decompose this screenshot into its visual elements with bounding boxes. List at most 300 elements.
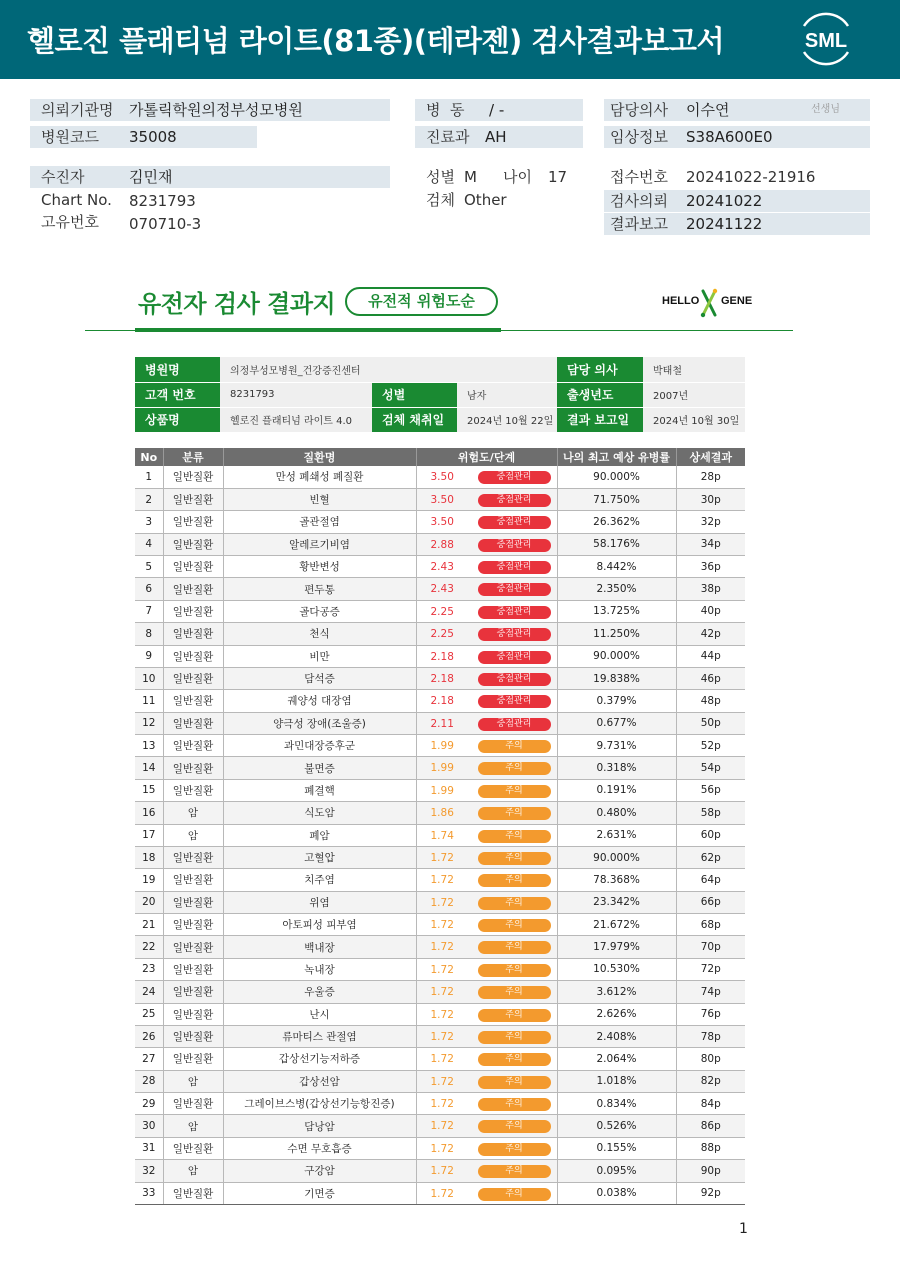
doctor-field bbox=[604, 99, 870, 121]
table-row bbox=[135, 556, 745, 578]
row-risk bbox=[416, 578, 557, 600]
row-detail-page: 90p bbox=[676, 1160, 745, 1182]
row-category: 일반질환 bbox=[163, 578, 223, 600]
row-risk bbox=[416, 981, 557, 1003]
row-no: 12 bbox=[135, 712, 163, 734]
row-category: 일반질환 bbox=[163, 623, 223, 645]
hospital-code-label: 병원코드 bbox=[41, 128, 99, 146]
row-disease: 불면증 bbox=[223, 757, 416, 779]
info-value-product: 헬로진 플래티넘 라이트 4.0 bbox=[220, 407, 372, 432]
row-prevalence: 9.731% bbox=[557, 735, 676, 757]
row-detail-page: 36p bbox=[676, 556, 745, 578]
row-prevalence: 0.318% bbox=[557, 757, 676, 779]
row-risk bbox=[416, 511, 557, 533]
info-label-customer-no: 고객 번호 bbox=[135, 382, 220, 407]
risk-stage-badge: 주의 bbox=[478, 740, 551, 753]
row-prevalence: 2.631% bbox=[557, 824, 676, 846]
risk-score: 1.72 bbox=[430, 986, 454, 999]
row-risk bbox=[416, 779, 557, 801]
specimen-value: Other bbox=[464, 191, 507, 209]
info-value-sex: 남자 bbox=[457, 382, 557, 407]
risk-score: 1.72 bbox=[430, 1187, 454, 1200]
risk-stage-badge: 주의 bbox=[478, 897, 551, 910]
row-category: 일반질환 bbox=[163, 1093, 223, 1115]
row-category: 일반질환 bbox=[163, 600, 223, 622]
row-no: 8 bbox=[135, 623, 163, 645]
table-row bbox=[135, 712, 745, 734]
risk-stage-badge: 주의 bbox=[478, 807, 551, 820]
table-row bbox=[135, 690, 745, 712]
risk-score: 1.72 bbox=[430, 963, 454, 976]
row-detail-page: 54p bbox=[676, 757, 745, 779]
row-prevalence: 0.379% bbox=[557, 690, 676, 712]
row-detail-page: 46p bbox=[676, 667, 745, 689]
row-risk bbox=[416, 914, 557, 936]
risk-stage-badge: 중점관리 bbox=[478, 494, 551, 507]
row-category: 암 bbox=[163, 1160, 223, 1182]
row-prevalence: 0.038% bbox=[557, 1182, 676, 1204]
row-prevalence: 21.672% bbox=[557, 914, 676, 936]
row-no: 19 bbox=[135, 869, 163, 891]
genetic-report-title: 유전자 검사 결과지 bbox=[138, 290, 336, 318]
table-row bbox=[135, 869, 745, 891]
row-disease: 고혈압 bbox=[223, 846, 416, 868]
risk-score: 2.25 bbox=[430, 628, 454, 641]
risk-score: 1.72 bbox=[430, 1120, 454, 1133]
row-disease: 비만 bbox=[223, 645, 416, 667]
risk-stage-badge: 중점관리 bbox=[478, 628, 551, 641]
risk-stage-badge: 중점관리 bbox=[478, 561, 551, 574]
header-bar bbox=[0, 0, 900, 79]
sex-value: M bbox=[464, 168, 477, 186]
info-label-doctor: 담당 의사 bbox=[557, 357, 643, 382]
info-value-customer-no: 8231793 bbox=[220, 382, 372, 407]
report-date-label: 결과보고 bbox=[610, 215, 668, 233]
row-category: 일반질환 bbox=[163, 556, 223, 578]
row-disease: 편두통 bbox=[223, 578, 416, 600]
report-date-field bbox=[604, 213, 870, 235]
row-detail-page: 34p bbox=[676, 533, 745, 555]
risk-stage-badge: 주의 bbox=[478, 986, 551, 999]
row-prevalence: 90.000% bbox=[557, 846, 676, 868]
hello-gene-logo bbox=[662, 288, 756, 318]
genetic-report-subtitle: 유전적 위험도순 bbox=[345, 287, 498, 316]
row-disease: 알레르기비염 bbox=[223, 533, 416, 555]
risk-score: 1.72 bbox=[430, 1030, 454, 1043]
row-detail-page: 68p bbox=[676, 914, 745, 936]
risk-score: 2.18 bbox=[430, 695, 454, 708]
table-row bbox=[135, 914, 745, 936]
row-risk bbox=[416, 645, 557, 667]
row-category: 일반질환 bbox=[163, 981, 223, 1003]
info-value-collection-date: 2024년 10월 22일 bbox=[457, 407, 557, 432]
risk-stage-badge: 중점관리 bbox=[478, 539, 551, 552]
info-value-report-date: 2024년 10월 30일 bbox=[643, 407, 745, 432]
row-disease: 류마티스 관절염 bbox=[223, 1025, 416, 1047]
ward-value: / - bbox=[489, 101, 505, 119]
row-category: 일반질환 bbox=[163, 1137, 223, 1159]
hello-gene-logo-right: GENE bbox=[721, 295, 753, 307]
recipient-field bbox=[30, 166, 390, 188]
row-prevalence: 2.350% bbox=[557, 578, 676, 600]
row-category: 일반질환 bbox=[163, 690, 223, 712]
department-value: AH bbox=[485, 128, 507, 146]
row-no: 22 bbox=[135, 936, 163, 958]
risk-stage-badge: 주의 bbox=[478, 1143, 551, 1156]
col-header-prevalence: 나의 최고 예상 유병률 bbox=[557, 448, 676, 466]
row-prevalence: 71.750% bbox=[557, 488, 676, 510]
row-risk bbox=[416, 824, 557, 846]
row-no: 16 bbox=[135, 802, 163, 824]
row-no: 28 bbox=[135, 1070, 163, 1092]
row-prevalence: 0.155% bbox=[557, 1137, 676, 1159]
risk-score: 2.18 bbox=[430, 672, 454, 685]
row-category: 일반질환 bbox=[163, 735, 223, 757]
risk-score: 2.43 bbox=[430, 583, 454, 596]
table-row bbox=[135, 645, 745, 667]
risk-score: 1.72 bbox=[430, 1075, 454, 1088]
row-prevalence: 2.626% bbox=[557, 1003, 676, 1025]
row-risk bbox=[416, 1093, 557, 1115]
row-category: 일반질환 bbox=[163, 511, 223, 533]
risk-stage-badge: 주의 bbox=[478, 941, 551, 954]
risk-score: 3.50 bbox=[430, 471, 454, 483]
risk-score: 1.99 bbox=[430, 762, 454, 775]
row-detail-page: 44p bbox=[676, 645, 745, 667]
sml-logo-text: SML bbox=[804, 30, 848, 52]
row-disease: 아토피성 피부염 bbox=[223, 914, 416, 936]
row-detail-page: 88p bbox=[676, 1137, 745, 1159]
row-detail-page: 92p bbox=[676, 1182, 745, 1204]
risk-score: 1.86 bbox=[430, 807, 454, 820]
chart-no-value: 8231793 bbox=[129, 192, 196, 210]
row-prevalence: 17.979% bbox=[557, 936, 676, 958]
row-no: 27 bbox=[135, 1048, 163, 1070]
table-row bbox=[135, 981, 745, 1003]
risk-stage-badge: 중점관리 bbox=[478, 695, 551, 708]
risk-score: 2.18 bbox=[430, 650, 454, 663]
row-detail-page: 52p bbox=[676, 735, 745, 757]
row-detail-page: 28p bbox=[676, 466, 745, 488]
risk-stage-badge: 중점관리 bbox=[478, 718, 551, 731]
row-detail-page: 42p bbox=[676, 623, 745, 645]
row-no: 10 bbox=[135, 667, 163, 689]
sex-label: 성별 bbox=[426, 168, 455, 186]
row-disease: 양극성 장애(조울증) bbox=[223, 712, 416, 734]
risk-score: 1.74 bbox=[430, 829, 454, 842]
table-row bbox=[135, 824, 745, 846]
table-row bbox=[135, 735, 745, 757]
request-date-label: 검사의뢰 bbox=[610, 192, 668, 210]
risk-stage-badge: 주의 bbox=[478, 852, 551, 865]
row-prevalence: 2.064% bbox=[557, 1048, 676, 1070]
row-disease: 궤양성 대장염 bbox=[223, 690, 416, 712]
row-disease: 폐암 bbox=[223, 824, 416, 846]
row-detail-page: 32p bbox=[676, 511, 745, 533]
risk-score: 1.72 bbox=[430, 1053, 454, 1066]
col-header-disease: 질환명 bbox=[223, 448, 416, 466]
row-no: 2 bbox=[135, 488, 163, 510]
risk-score: 2.43 bbox=[430, 561, 454, 573]
row-detail-page: 74p bbox=[676, 981, 745, 1003]
row-no: 13 bbox=[135, 735, 163, 757]
row-prevalence: 0.526% bbox=[557, 1115, 676, 1137]
row-prevalence: 8.442% bbox=[557, 556, 676, 578]
risk-score: 1.72 bbox=[430, 1142, 454, 1155]
risk-stage-badge: 중점관리 bbox=[478, 606, 551, 619]
risk-stage-badge: 중점관리 bbox=[478, 583, 551, 596]
row-risk bbox=[416, 533, 557, 555]
risk-stage-badge: 주의 bbox=[478, 830, 551, 843]
row-detail-page: 60p bbox=[676, 824, 745, 846]
table-row bbox=[135, 779, 745, 801]
row-prevalence: 23.342% bbox=[557, 891, 676, 913]
table-row bbox=[135, 600, 745, 622]
risk-stage-badge: 주의 bbox=[478, 785, 551, 798]
row-risk bbox=[416, 556, 557, 578]
table-row bbox=[135, 1025, 745, 1047]
row-detail-page: 58p bbox=[676, 802, 745, 824]
row-risk bbox=[416, 891, 557, 913]
table-row bbox=[135, 802, 745, 824]
row-prevalence: 26.362% bbox=[557, 511, 676, 533]
risk-stage-badge: 주의 bbox=[478, 1188, 551, 1201]
row-detail-page: 30p bbox=[676, 488, 745, 510]
row-no: 31 bbox=[135, 1137, 163, 1159]
col-header-no: No bbox=[135, 448, 163, 466]
row-category: 일반질환 bbox=[163, 1003, 223, 1025]
table-row bbox=[135, 1093, 745, 1115]
risk-stage-badge: 주의 bbox=[478, 919, 551, 932]
table-row bbox=[135, 533, 745, 555]
row-disease: 골다공증 bbox=[223, 600, 416, 622]
info-label-sex: 성별 bbox=[372, 382, 457, 407]
table-row bbox=[135, 578, 745, 600]
row-risk bbox=[416, 958, 557, 980]
institution-value: 가톨릭학원의정부성모병원 bbox=[129, 101, 303, 119]
col-header-detail: 상세결과 bbox=[676, 448, 745, 466]
row-category: 일반질환 bbox=[163, 466, 223, 488]
row-prevalence: 58.176% bbox=[557, 533, 676, 555]
risk-score: 1.72 bbox=[430, 941, 454, 954]
row-disease: 치주염 bbox=[223, 869, 416, 891]
sml-logo-icon bbox=[796, 12, 856, 66]
row-no: 7 bbox=[135, 600, 163, 622]
hello-gene-logo-left: HELLO bbox=[662, 295, 700, 307]
row-detail-page: 50p bbox=[676, 712, 745, 734]
green-divider-thick bbox=[135, 328, 501, 332]
row-detail-page: 86p bbox=[676, 1115, 745, 1137]
row-detail-page: 72p bbox=[676, 958, 745, 980]
hospital-code-field bbox=[30, 126, 257, 148]
risk-stage-badge: 주의 bbox=[478, 1076, 551, 1089]
row-detail-page: 78p bbox=[676, 1025, 745, 1047]
risk-score: 1.72 bbox=[430, 919, 454, 931]
row-no: 33 bbox=[135, 1182, 163, 1204]
row-category: 암 bbox=[163, 1070, 223, 1092]
doctor-suffix: 선생님 bbox=[811, 104, 840, 115]
risk-score: 1.72 bbox=[430, 896, 454, 909]
receipt-no-label: 접수번호 bbox=[610, 168, 668, 186]
doctor-value: 이수연 bbox=[686, 101, 730, 119]
risk-score: 2.88 bbox=[430, 538, 454, 551]
row-prevalence: 0.095% bbox=[557, 1160, 676, 1182]
risk-score: 1.72 bbox=[430, 1098, 454, 1110]
table-row bbox=[135, 936, 745, 958]
row-risk bbox=[416, 1160, 557, 1182]
table-row bbox=[135, 511, 745, 533]
customer-info-table bbox=[135, 357, 745, 433]
institution-field bbox=[30, 99, 390, 121]
row-detail-page: 48p bbox=[676, 690, 745, 712]
table-row bbox=[135, 1048, 745, 1070]
row-disease: 기면증 bbox=[223, 1182, 416, 1204]
ward-label: 병 동 bbox=[426, 101, 465, 119]
risk-score: 1.99 bbox=[430, 740, 454, 752]
row-disease: 갑상선기능저하증 bbox=[223, 1048, 416, 1070]
row-detail-page: 56p bbox=[676, 779, 745, 801]
request-date-value: 20241022 bbox=[686, 192, 763, 210]
risk-stage-badge: 중점관리 bbox=[478, 471, 551, 484]
risk-score: 2.11 bbox=[430, 717, 454, 730]
row-detail-page: 40p bbox=[676, 600, 745, 622]
risk-stage-badge: 주의 bbox=[478, 1009, 551, 1022]
table-row bbox=[135, 958, 745, 980]
risk-score: 1.72 bbox=[430, 851, 454, 864]
row-category: 일반질환 bbox=[163, 1025, 223, 1047]
risk-stage-badge: 주의 bbox=[478, 1098, 551, 1111]
row-risk bbox=[416, 936, 557, 958]
row-disease: 수면 무호흡증 bbox=[223, 1137, 416, 1159]
row-category: 일반질환 bbox=[163, 869, 223, 891]
page-number: 1 bbox=[739, 1221, 748, 1237]
row-risk bbox=[416, 757, 557, 779]
clinical-info-value: S38A600E0 bbox=[686, 128, 773, 146]
row-risk bbox=[416, 1048, 557, 1070]
row-category: 일반질환 bbox=[163, 1048, 223, 1070]
col-header-category: 분류 bbox=[163, 448, 223, 466]
row-disease: 천식 bbox=[223, 623, 416, 645]
row-no: 23 bbox=[135, 958, 163, 980]
risk-score: 1.72 bbox=[430, 1165, 454, 1178]
table-row bbox=[135, 667, 745, 689]
row-disease: 녹내장 bbox=[223, 958, 416, 980]
row-no: 15 bbox=[135, 779, 163, 801]
row-no: 11 bbox=[135, 690, 163, 712]
row-no: 26 bbox=[135, 1025, 163, 1047]
row-disease: 만성 폐쇄성 폐질환 bbox=[223, 466, 416, 488]
risk-stage-badge: 중점관리 bbox=[478, 516, 551, 529]
table-row bbox=[135, 1137, 745, 1159]
row-risk bbox=[416, 667, 557, 689]
clinical-info-label: 임상정보 bbox=[610, 128, 668, 146]
results-header-row bbox=[135, 448, 745, 466]
row-prevalence: 10.530% bbox=[557, 958, 676, 980]
risk-stage-badge: 주의 bbox=[478, 1053, 551, 1066]
row-disease: 과민대장증후군 bbox=[223, 735, 416, 757]
row-risk bbox=[416, 735, 557, 757]
row-disease: 구강암 bbox=[223, 1160, 416, 1182]
risk-stage-badge: 중점관리 bbox=[478, 673, 551, 686]
row-risk bbox=[416, 690, 557, 712]
row-disease: 백내장 bbox=[223, 936, 416, 958]
row-disease: 폐결핵 bbox=[223, 779, 416, 801]
row-disease: 그레이브스병(갑상선기능항진증) bbox=[223, 1093, 416, 1115]
row-detail-page: 38p bbox=[676, 578, 745, 600]
risk-stage-badge: 주의 bbox=[478, 964, 551, 977]
recipient-label: 수진자 bbox=[41, 168, 85, 186]
table-row bbox=[135, 1182, 745, 1204]
row-category: 일반질환 bbox=[163, 667, 223, 689]
ward-field bbox=[415, 99, 583, 121]
risk-stage-badge: 주의 bbox=[478, 762, 551, 775]
row-category: 일반질환 bbox=[163, 846, 223, 868]
doctor-label: 담당의사 bbox=[610, 101, 668, 119]
info-label-report-date: 결과 보고일 bbox=[557, 407, 643, 432]
row-risk bbox=[416, 1137, 557, 1159]
row-risk bbox=[416, 1003, 557, 1025]
row-category: 암 bbox=[163, 824, 223, 846]
row-detail-page: 64p bbox=[676, 869, 745, 891]
row-no: 9 bbox=[135, 645, 163, 667]
table-row bbox=[135, 1003, 745, 1025]
row-disease: 우울증 bbox=[223, 981, 416, 1003]
row-risk bbox=[416, 466, 557, 488]
request-date-field bbox=[604, 190, 870, 212]
row-category: 일반질환 bbox=[163, 488, 223, 510]
row-risk bbox=[416, 1070, 557, 1092]
row-disease: 담낭암 bbox=[223, 1115, 416, 1137]
row-risk bbox=[416, 712, 557, 734]
row-risk bbox=[416, 1025, 557, 1047]
table-row bbox=[135, 1115, 745, 1137]
row-prevalence: 0.677% bbox=[557, 712, 676, 734]
row-category: 일반질환 bbox=[163, 1182, 223, 1204]
row-detail-page: 70p bbox=[676, 936, 745, 958]
row-detail-page: 76p bbox=[676, 1003, 745, 1025]
row-prevalence: 19.838% bbox=[557, 667, 676, 689]
risk-score: 1.72 bbox=[430, 1008, 454, 1021]
row-no: 1 bbox=[135, 466, 163, 488]
row-prevalence: 0.480% bbox=[557, 802, 676, 824]
row-disease: 난시 bbox=[223, 1003, 416, 1025]
row-disease: 위염 bbox=[223, 891, 416, 913]
dna-x-icon bbox=[699, 288, 719, 318]
risk-stage-badge: 주의 bbox=[478, 1031, 551, 1044]
row-category: 일반질환 bbox=[163, 958, 223, 980]
row-detail-page: 84p bbox=[676, 1093, 745, 1115]
age-label: 나이 bbox=[503, 168, 532, 186]
row-category: 일반질환 bbox=[163, 757, 223, 779]
table-row bbox=[135, 1160, 745, 1182]
risk-stage-badge: 주의 bbox=[478, 1120, 551, 1133]
row-category: 일반질환 bbox=[163, 712, 223, 734]
row-disease: 골관절염 bbox=[223, 511, 416, 533]
risk-score: 1.72 bbox=[430, 874, 454, 887]
row-detail-page: 62p bbox=[676, 846, 745, 868]
table-row bbox=[135, 757, 745, 779]
row-risk bbox=[416, 623, 557, 645]
row-risk bbox=[416, 802, 557, 824]
risk-score: 3.50 bbox=[430, 516, 454, 529]
row-no: 18 bbox=[135, 846, 163, 868]
specimen-label: 검체 bbox=[426, 191, 455, 209]
age-value: 17 bbox=[548, 168, 568, 186]
row-no: 25 bbox=[135, 1003, 163, 1025]
row-no: 32 bbox=[135, 1160, 163, 1182]
row-disease: 식도암 bbox=[223, 802, 416, 824]
row-disease: 담석증 bbox=[223, 667, 416, 689]
